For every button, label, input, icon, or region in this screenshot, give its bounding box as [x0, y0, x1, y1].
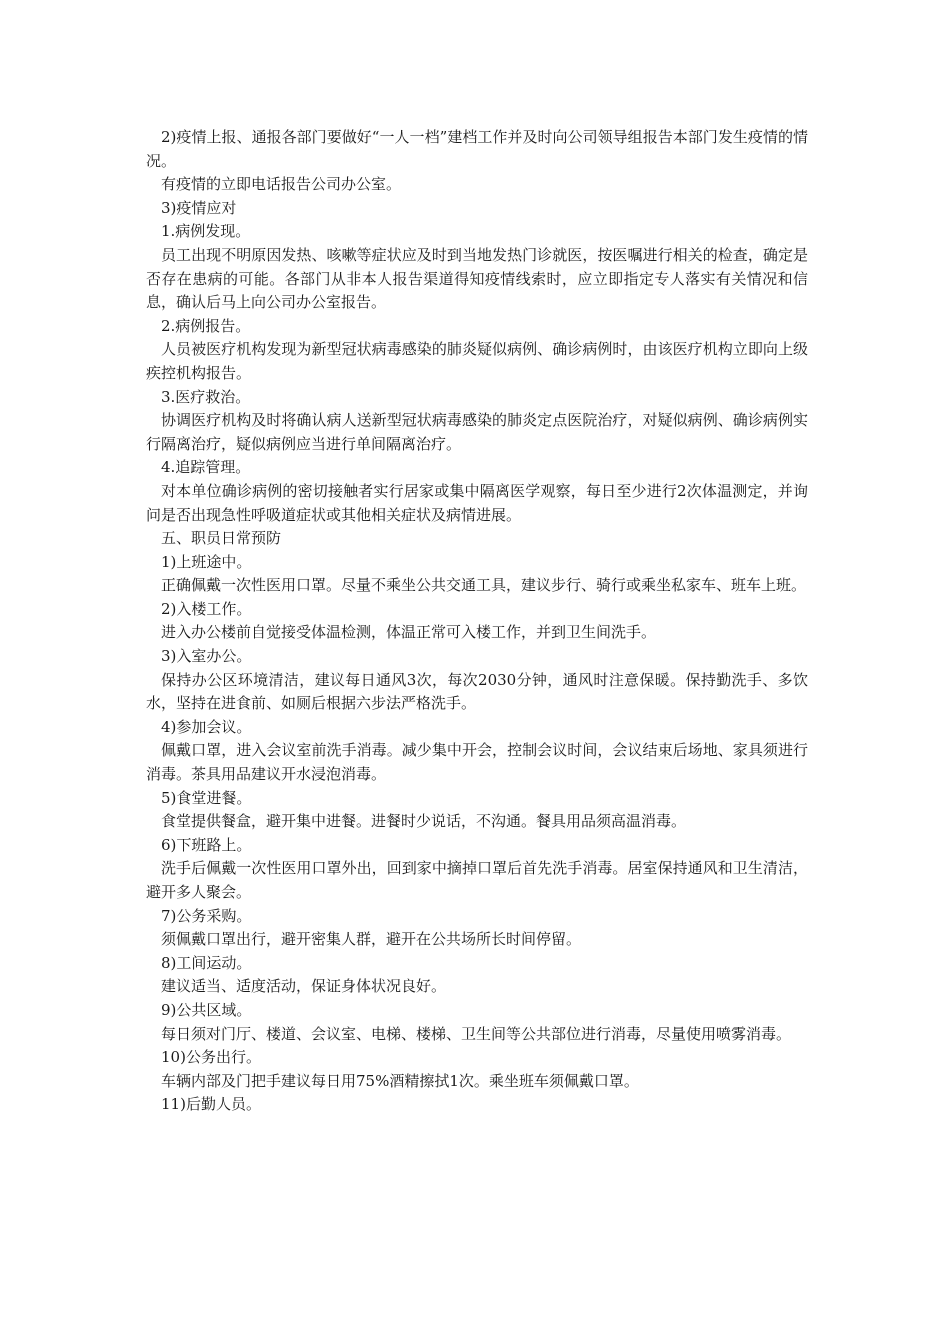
- paragraph-medical-treatment: 协调医疗机构及时将确认病人送新型冠状病毒感染的肺炎定点医院治疗，对疑似病例、确诊病例实行隔离治疗，疑似病例应当进行单间隔离治疗。: [146, 411, 808, 453]
- paragraph-business-travel: 车辆内部及门把手建议每日用75%酒精擦拭1次。乘坐班车须佩戴口罩。: [161, 1071, 639, 1090]
- paragraph-meetings: 佩戴口罩，进入会议室前洗手消毒。减少集中开会，控制会议时间，会议结束后场地、家具须进行消毒。茶具用品建议开水浸泡消毒。: [146, 741, 808, 784]
- paragraph-procurement: 须佩戴口罩出行，避开密集人群，避开在公共场所长时间停留。: [161, 930, 582, 949]
- heading-public-areas: 9)公共区域。: [161, 1000, 252, 1019]
- heading-commute: 1)上班途中。: [161, 552, 252, 571]
- paragraph-case-report: 人员被医疗机构发现为新型冠状病毒感染的肺炎疑似病例、确诊病例时，由该医疗机构立即向上级疾控机构报告。: [146, 340, 808, 382]
- heading-epidemic-response: 3)疫情应对: [161, 198, 237, 217]
- heading-medical-treatment: 3.医疗救治。: [161, 387, 251, 406]
- heading-commute-home: 6)下班路上。: [161, 835, 252, 854]
- heading-enter-building: 2)入楼工作。: [161, 599, 252, 618]
- heading-procurement: 7)公务采购。: [161, 906, 252, 925]
- heading-tracking-management: 4.追踪管理。: [161, 458, 251, 477]
- paragraph-enter-building: 进入办公楼前自觉接受体温检测，体温正常可入楼工作，并到卫生间洗手。: [161, 623, 657, 642]
- section-heading-daily-prevention: 五、职员日常预防: [161, 529, 282, 548]
- paragraph-case-discovery: 员工出现不明原因发热、咳嗽等症状应及时到当地发热门诊就医，按医嘱进行相关的检查，确定是否存在患病的可能。各部门从非本人报告渠道得知疫情线索时，应立即指定专人落实有关情况和信息，确认后马上向公司办公室报告。: [146, 245, 808, 312]
- heading-canteen: 5)食堂进餐。: [161, 788, 252, 807]
- document-body: [146, 126, 808, 1117]
- heading-office-work: 3)入室办公。: [161, 647, 252, 666]
- paragraph-public-areas: 每日须对门厅、楼道、会议室、电梯、楼梯、卫生间等公共部位进行消毒，尽量使用喷雾消毒。: [161, 1024, 792, 1043]
- heading-logistics-staff: 11)后勤人员。: [161, 1095, 261, 1114]
- heading-case-report: 2.病例报告。: [161, 316, 251, 335]
- paragraph-commute: 正确佩戴一次性医用口罩。尽量不乘坐公共交通工具，建议步行、骑行或乘坐私家车、班车上班。: [161, 576, 807, 595]
- heading-exercise: 8)工间运动。: [161, 953, 252, 972]
- heading-meetings: 4)参加会议。: [161, 717, 252, 736]
- heading-case-discovery: 1.病例发现。: [161, 222, 251, 241]
- paragraph-canteen: 食堂提供餐盒，避开集中进餐。进餐时少说话，不沟通。餐具用品须高温消毒。: [161, 812, 687, 831]
- paragraph-epidemic-reporting: 2)疫情上报、通报各部门要做好“一人一档”建档工作并及时向公司领导组报告本部门发生疫情的情况。: [146, 128, 808, 170]
- heading-business-travel: 10)公务出行。: [161, 1048, 261, 1067]
- paragraph-commute-home: 洗手后佩戴一次性医用口罩外出，回到家中摘掉口罩后首先洗手消毒。居室保持通风和卫生清洁，避开多人聚会。: [146, 859, 808, 901]
- paragraph-tracking-management: 对本单位确诊病例的密切接触者实行居家或集中隔离医学观察，每日至少进行2次体温测定，并询问是否出现急性呼吸道症状或其他相关症状及病情进展。: [146, 481, 808, 524]
- paragraph-exercise: 建议适当、适度活动，保证身体状况良好。: [161, 977, 447, 996]
- paragraph-report-office: 有疫情的立即电话报告公司办公室。: [161, 175, 402, 194]
- paragraph-office-work: 保持办公区环境清洁，建议每日通风3次，每次2030分钟，通风时注意保暖。保持勤洗手、多饮水，坚持在进食前、如厕后根据六步法严格洗手。: [146, 670, 808, 713]
